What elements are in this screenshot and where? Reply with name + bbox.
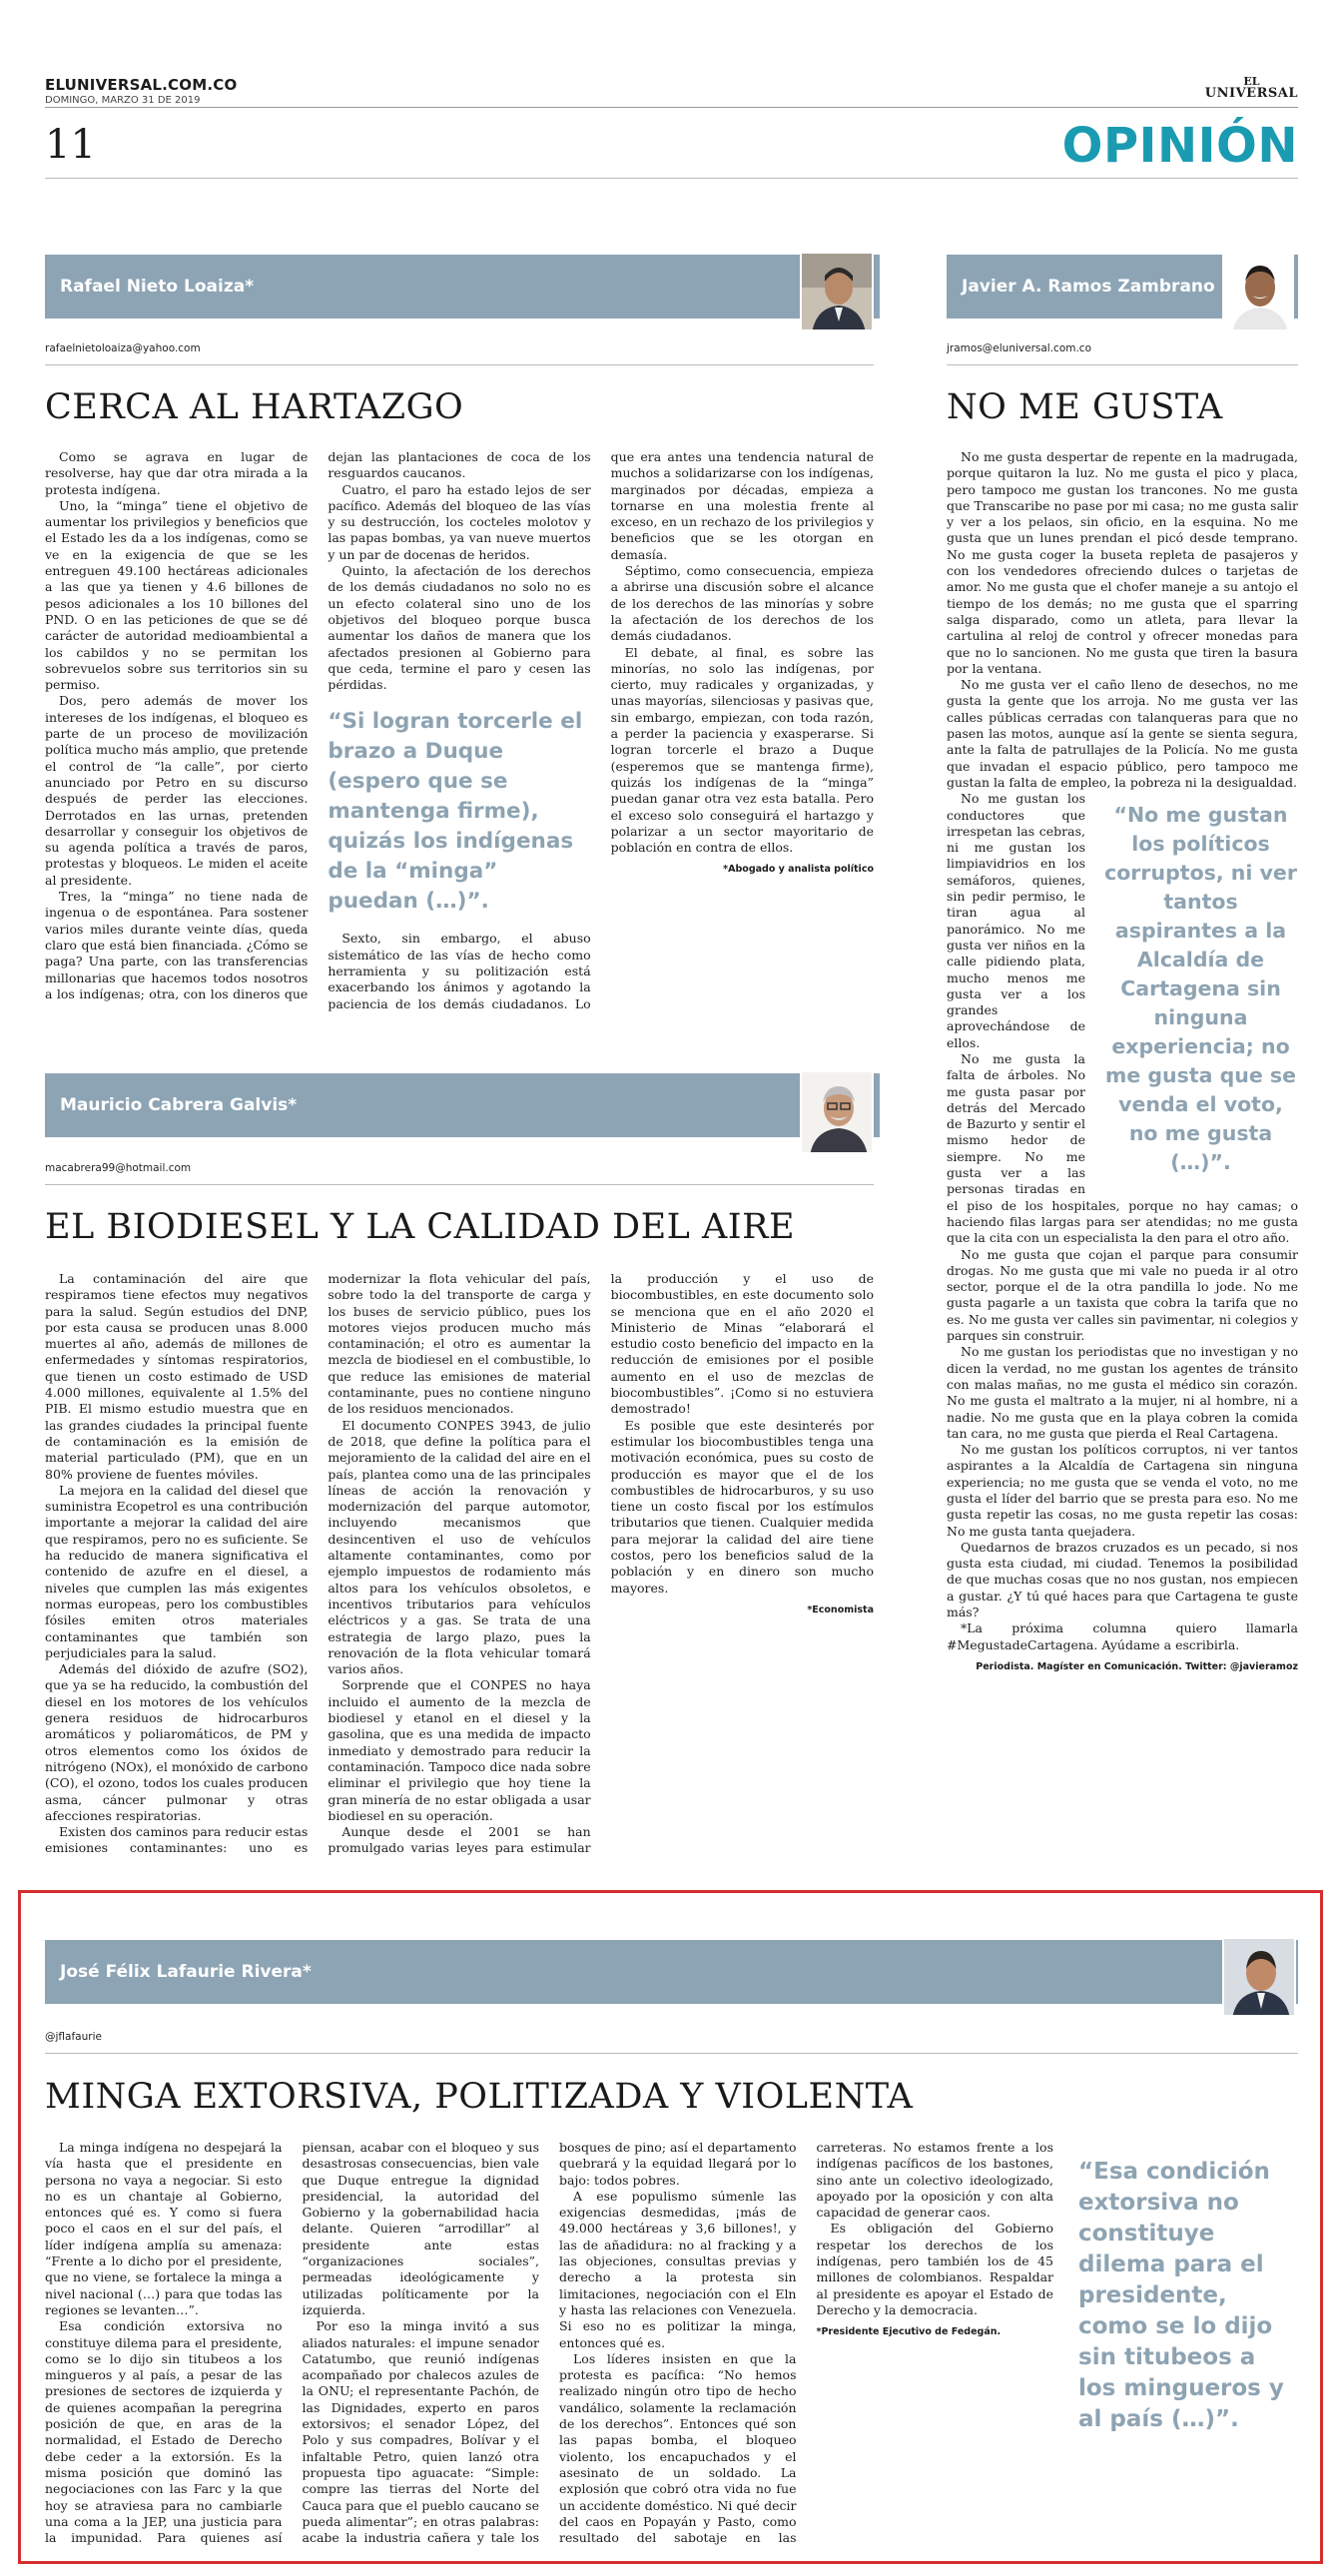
author-name: José Félix Lafaurie Rivera* xyxy=(60,1962,312,1982)
masthead xyxy=(45,76,1298,116)
section-title: OPINIÓN xyxy=(1061,118,1298,174)
paragraph: Esa condición extorsiva no constituye dilema para el presidente, como se lo dijo sin titubeos a los mingueros y al país, a pesar de las presiones de sectores de izquierda y de quienes acompañan la peregrina posición de que, en aras de la normalidad, el Estado de Derecho debe ceder a la extorsión. Es la misma posición que dominó las negociaciones con las Farc y la que hoy se atraviesa para no cambiarle una coma a la JEP, una justicia para la impunidad. Para quienes así piensan, acabar con el bloqueo y sus desastrosas consecuencias, bien vale que Duque entregue la dignidad presidencial, la autoridad del Gobierno y la gobernabilidad hacia delante. Quieren “arrodillar” al presidente ante estas “organizaciones sociales”, permeadas ideológicamente y utilizadas políticamente por la izquierda. xyxy=(45,2140,539,2546)
author-name: Javier A. Ramos Zambrano xyxy=(962,277,1215,297)
pull-quote: “No me gustan los políticos corruptos, ni ver tantos aspirantes a la Alcaldía de Cartagena sin ninguna experiencia; no me gusta que se venda el voto, no me gusta (…)”. xyxy=(1104,803,1297,1175)
paragraph: Por eso la minga invitó a sus aliados naturales: el impune senador Catatumbo, que reunió indígenas acompañado por chalecos azules de la ONU; el representante Pachón, de las Dignidades, experto en paros extorsivos; el senador López, del Polo y sus compadres, Bolívar y el infaltable Petro, quien lanzó otra propuesta tipo aguacate: “Simple: compre las tierras del Norte del Cauca para que el pueblo caucano se pueda alimentar”; en otras palabras: acabe la industria cañera y tale los bosques de pino; así el departamento quebrará y la equidad llegará por lo bajo: todos pobres. xyxy=(302,2140,797,2546)
site-url[interactable]: ELUNIVERSAL.COM.CO xyxy=(45,76,238,94)
article-headline: NO ME GUSTA xyxy=(947,387,1223,427)
paragraph: Como se agrava en lugar de resolverse, hay que dar otra mirada a la protesta indígena. xyxy=(45,449,309,497)
paragraph: Tres, la “minga” no tiene nada de ingenua o de espontánea. Para sostener varios miles durante veinte días, queda claro que está bien financiada. ¿Cómo se paga? Una parte, con las transferencias millonarias que hacemos todos nosotros a los indígenas; otra, con los dineros que dejan las plantaciones de coca de los resguardos caucanos. xyxy=(45,449,591,1001)
author-signature: Periodista. Magíster en Comunicación. Twitter: @javieramoz xyxy=(976,1660,1298,1672)
author-signature: *Abogado y analista político xyxy=(723,864,874,876)
author-band xyxy=(45,1940,1298,2004)
paragraph: No me gusta ver el caño lleno de desechos, no me gusta la gente que los arroja. No me gusta ver las calles públicas cerradas con talanqueras para que no pasen las motos, aunque así la gente se sienta segura, ante la falta de patrullajes de la Policía. No me gusta que invadan el espacio público, pero tampoco me gustan la falta de empleo, la pobreza ni la desigualdad. xyxy=(947,677,1298,790)
paragraph: Uno, la “minga” tiene el objetivo de aumentar los privilegios y beneficios que el Estado les da a los indígenas, como se ve en la exigencia de que se les entreguen 49.100 hectáreas adicionales a las que ya tienen y 4.6 billones de pesos adicionales a los 10 billones del PND. O en las peticiones de que se dé carácter de autoridad medioambiental a los cabildos y no se permitan los sobrevuelos sobre sus territorios sin su permiso. xyxy=(45,497,309,693)
author-email[interactable]: macabrera99@hotmail.com xyxy=(45,1162,192,1174)
logo-line-2: UNIVERSAL xyxy=(1204,86,1298,101)
divider xyxy=(45,2053,1298,2054)
author-band xyxy=(45,255,880,319)
author-email[interactable]: rafaelnietoloaiza@yahoo.com xyxy=(45,342,201,354)
paragraph: No me gusta que cojan el parque para consumir drogas. No me gusta que mi vale no pueda ir al otro sector, porque el de la otra pandilla lo jode. No me gusta pagarle a un taxista que cobra la tarifa que no es. No me gusta ver calles sin pavimentar, ni colegios y parques sin construir. xyxy=(947,1246,1298,1344)
article-body xyxy=(45,2140,1053,2551)
author-band xyxy=(45,1073,880,1137)
paragraph: Séptimo, como consecuencia, empieza a abrirse una discusión sobre el alcance de los derechos de las minorías y sobre la afectación de los derechos de los demás ciudadanos. xyxy=(610,563,874,644)
author-portrait-icon xyxy=(1224,1939,1296,2017)
author-name: Mauricio Cabrera Galvis* xyxy=(60,1095,298,1115)
paragraph: Es posible que este desinterés por estimular los biocombustibles tenga una motivación económica, pues su costo de producción es mayor que el de los combustibles de hidrocarburos, y su uso tiene un costo fiscal por los estímulos tributarios que tienen. Cualquier medida para mejorar la calidad del aire tiene costos, pero los beneficios salud de la población y en dinero son mucho mayores. xyxy=(610,1417,874,1596)
paragraph: La contaminación del aire que respiramos tiene efectos muy negativos para la salud. Según estudios del DNP, por esta causa se producen unas 8.000 muertes al año, además de millones de enfermedades y síntomas respiratorios, que tienen un costo estimado de USD 4.000 millones, equivalente al 1.5% del PIB. El mismo estudio muestra que en las grandes ciudades la principal fuente de contaminación es la emisión de material particulado (PM), que en un 80% proviene de fuentes móviles. xyxy=(45,1271,309,1482)
paragraph: No me gusta despertar de repente en la madrugada, porque quitaron la luz. No me gusta el pico y placa, pero tampoco me gustan los trancones. No me gusta que Transcaribe no pase por mi casa; no me gusta salir y ver a los pelaos, sin oficio, en la esquina. No me gusta que un lunes prendan el picó desde temprano. No me gusta coger la buseta repleta de pasajeros y con los vendedores ofreciendo dulces o tarjetas de amor. No me gusta que el chofer maneje a su antojo el tiempo de los demás; no me gusta que el sparring salga disparado, como un atleta, para llevar la cartulina al reloj de control y ofrecer monedas para que no lo sancionen. No me gusta que tiren la basura por la ventana. xyxy=(947,449,1298,676)
logo-line-1: EL xyxy=(1243,75,1260,88)
page-number: 11 xyxy=(45,122,96,168)
paragraph: Además del dióxido de azufre (SO2), que ya se ha reducido, la combustión del diesel en los motores de los vehículos genera residuos de hidrocarburos aromáticos y poliaromáticos, de PM y otros elementos como los óxidos de nitrógeno (NOx), el monóxido de carbono (CO), el ozono, todos los cuales producen asma, cáncer pulmonar y otras afecciones respiratorias. xyxy=(45,1661,309,1823)
divider xyxy=(45,1184,874,1185)
paragraph: Es obligación del Gobierno respetar los derechos de los indígenas, pero también los de 45 millones de colombianos. Respaldar al presidente es apoyar el Estado de Derecho y la democracia. xyxy=(816,2221,1053,2317)
newspaper-logo xyxy=(1205,76,1298,100)
author-handle[interactable]: @jflafaurie xyxy=(45,2031,102,2043)
paragraph: Los líderes insisten en que la protesta es pacífica: “No hemos realizado ningún otro tipo de hecho vandálico, solamente la reclamación de los derechos”. Entonces qué son las papas bomba, el bloqueo violento, los encapuchados y el asesinato de un soldado. La explosión que cobró otra vida no fue un accidente doméstico. Ni qué decir del caos en Popayán y Pasto, como resultado del sabotaje en las carreteras. No estamos frente a los indígenas pacíficos de los bastones, sino ante un colectivo ideologizado, apoyado por la oposición y con alta capacidad de generar caos. xyxy=(559,2140,1053,2546)
author-name: Rafael Nieto Loaiza* xyxy=(60,277,255,297)
paragraph: El debate, al final, es sobre las minorías, no solo las indígenas, por cierto, muy radicales y organizadas, y unas mayorías, silenciosas y pasivas que, sin embargo, empiezan, con toda razón, a perder la paciencia y exasperarse. Si logran torcerle el brazo a Duque (esperemos que se mantenga firme), quizás los indígenas de la “minga” puedan ganar otra vez esta batalla. Pero el exceso solo conseguirá el hartazgo y polarizar a un sector mayoritario de población en contra de ellos. xyxy=(610,644,874,856)
author-portrait-icon xyxy=(802,1072,874,1154)
article-headline: EL BIODIESEL Y LA CALIDAD DEL AIRE xyxy=(45,1207,795,1247)
paragraph: Cuatro, el paro ha estado lejos de ser pacífico. Además del bloqueo de las vías y su destrucción, los cocteles molotov y las papas bombas, ya van nueve muertos y un par de docenas de heridos. xyxy=(328,481,591,562)
section-rule xyxy=(45,178,1298,179)
paragraph: Aunque desde el 2001 se han promulgado varias leyes para estimular la producción y el uso de biocombustibles, en este documento solo se menciona que en el año 2020 el Ministerio de Minas “elaborará el estudio costo beneficio del impacto en la reducción de emisiones por el posible aumento en el uso de mezclas de biocombustibles”. ¡Como si no estuviera demostrado! xyxy=(328,1271,874,1856)
author-photo xyxy=(1222,252,1294,331)
paragraph: Sexto, sin embargo, el abuso sistemático de las vías de hecho como herramienta y su politización está exacerbando los ánimos y agotando la paciencia de los demás ciudadanos. Lo que era antes una tendencia natural de muchos a solidarizarse con los indígenas, marginados por décadas, empieza a tornarse en una molestia frente al exceso, en un rechazo de los privilegios y beneficios que se les otorgan en demasía. xyxy=(328,449,874,1011)
paragraph: Sorprende que el CONPES no haya incluido el aumento de la mezcla de biodiesel y etanol en el diesel y la gasolina, que es una medida de impacto inmediato y demostrado para reducir la contaminación. Tampoco dice nada sobre eliminar el privilegio que hoy tiene la gran minería de no estar obligada a usar biodiesel en su operación. xyxy=(328,1677,591,1823)
paragraph: La mejora en la calidad del diesel que suministra Ecopetrol es una contribución importante a mejorar la calidad del aire que respiramos, pero no es suficiente. Se ha reducido de manera significativa el contenido de azufre en el diesel, a niveles que cumplen las más exigentes normas europeas, pero los combustibles fósiles emiten otros materiales contaminantes que también son perjudiciales para la salud. xyxy=(45,1482,309,1660)
author-portrait-icon xyxy=(802,254,874,331)
author-photo xyxy=(1222,1937,1296,2017)
article-headline: CERCA AL HARTAZGO xyxy=(45,387,464,427)
paragraph: El documento CONPES 3943, de julio de 2018, que define la política para el mejoramiento de la calidad del aire en el país, plantea como una de las principales líneas de acción la renovación y modernización del parque automotor, incluyendo mecanismos que desincentiven el uso de vehículos altamente contaminantes, como por ejemplo impuestos de rodamiento más altos para los vehículos obsoletos, e incentivos tributarios para vehículos eléctricos y a gas. Se trata de una estrategia de largo plazo, pues la renovación de la flota vehicular tomará varios años. xyxy=(328,1417,591,1677)
author-signature: *Presidente Ejecutivo de Fedegán. xyxy=(816,2326,1002,2338)
publication-date: DOMINGO, MARZO 31 DE 2019 xyxy=(45,95,201,106)
author-signature: *Economista xyxy=(807,1604,874,1615)
paragraph: Existen dos caminos para reducir estas emisiones contaminantes: uno es modernizar la flota vehicular del país, sobre todo la del transporte de carga y los buses de servicio público, pues los motores viejos producen mucho más contaminación; el otro es aumentar la mezcla de biodiesel en el combustible, lo que reduce las emisiones de material contaminante, pues no contiene ninguno de los residuos mencionados. xyxy=(45,1271,591,1856)
paragraph: Quinto, la afectación de los derechos de los demás ciudadanos no solo no es un efecto colateral sino uno de los objetivos del bloqueo porque busca aumentar los daños de manera que los afectados presionen al Gobierno para que ceda, termine el paro y cesen las pérdidas. xyxy=(328,563,591,693)
divider xyxy=(45,364,874,365)
paragraph: A ese populismo súmenle las exigencias desmedidas, ¡más de 49.000 hectáreas y 3,6 billones!, y las de añadidura: no al fracking y a las objeciones, consultas previas y derecho a la protesta sin limitaciones, negociación con el Eln y hasta las relaciones con Venezuela. Si eso no es politizar la minga, entonces qué es. xyxy=(559,2188,797,2350)
masthead-rule xyxy=(45,107,1298,108)
pull-quote: “Esa condición extorsiva no constituye dilema para el presidente, como se lo dijo sin titubeos a los mingueros y al país (…)”. xyxy=(1078,2159,1284,2432)
paragraph-text: No me gustan los conductores que irrespetan las cebras, ni me gustan los limpiavidrios en los semáforos, quienes, sin pedir permiso, le tiran agua al panorámico. No me gusta ver niños en la calle pidiendo plata, mucho menos me gusta ver a los grandes aprovechándose de ellos. xyxy=(947,791,1085,1050)
divider xyxy=(947,364,1298,365)
author-photo xyxy=(800,252,874,331)
pull-quote: “Si logran torcerle el brazo a Duque (espero que se mantenga firme), quizás los indígenas de la “minga” puedan (…)”. xyxy=(328,709,583,915)
article-body xyxy=(947,449,1298,1857)
author-email[interactable]: jramos@eluniversal.com.co xyxy=(947,342,1092,354)
paragraph: No me gusta la falta de árboles. No me gusta pasar por detrás del Mercado de Bazurto y sentir el mismo hedor de siempre. No me gusta ver a las personas tiradas en el piso de los hospitales, porque no hay camas; o haciendo filas largas para ser atendidas; no me gusta que la cita con un especialista la den para el otro año. xyxy=(947,1050,1298,1246)
paragraph: *La próxima columna quiero llamarla #MegustadeCartagena. Ayúdame a escribirla. xyxy=(947,1620,1298,1652)
author-photo xyxy=(800,1070,874,1154)
paragraph: Quedarnos de brazos cruzados es un pecado, si nos gusta esta ciudad, mi ciudad. Tenemos la posibilidad de que muchas cosas que no nos gustan, nos empiecen a gustar. ¿Y tú qué haces para que Cartagena te guste más? xyxy=(947,1539,1298,1620)
article-headline: MINGA EXTORSIVA, POLITIZADA Y VIOLENTA xyxy=(45,2077,914,2117)
paragraph: No me gustan los políticos corruptos, ni ver tantos aspirantes a la Alcaldía de Cartagena sin ninguna experiencia; no me gusta que se venda el voto, no me gusta el líder del barrio que se presta para eso. No me gusta repetir las cosas, no me gusta repetir las cosas: No me gusta tanta quejadera. xyxy=(947,1442,1298,1539)
article-body xyxy=(45,449,874,1018)
paragraph: No me gustan los periodistas que no investigan y no dicen la verdad, no me gustan los agentes de tránsito con malas mañas, no me gusta el médico sin corazón. No me gusta el maltrato a la mujer, ni al hombre, ni a nadie. No me gusta que en la playa cobren la comida tan cara, no me gusta que pierda el Real Cartagena. xyxy=(947,1344,1298,1441)
paragraph: Dos, pero además de mover los intereses de los indígenas, el bloqueo es parte de un proceso de movilización política mucho más amplio, que pretende el control de “la calle”, por cierto anunciado por Petro en su discurso después de perder las elecciones. Derrotados en las urnas, pretenden desarrollar y conseguir los objetivos de su agenda política a través de paros, protestas y bloqueos. Le miden el aceite al presidente. xyxy=(45,693,309,888)
paragraph: La minga indígena no despejará la vía hasta que el presidente en persona no vaya a negociar. Si esto no es un chantaje al Gobierno, entonces qué es. Y como si fuera poco el caos en el sur del país, el líder indígena amplía su amenaza: “Frente a lo dicho por el presidente, que no viene, se fortalece la minga a nivel nacional (…) para que todas las regiones se levanten…”. xyxy=(45,2140,283,2317)
author-portrait-icon xyxy=(1224,254,1294,331)
article-body xyxy=(45,1271,874,1858)
